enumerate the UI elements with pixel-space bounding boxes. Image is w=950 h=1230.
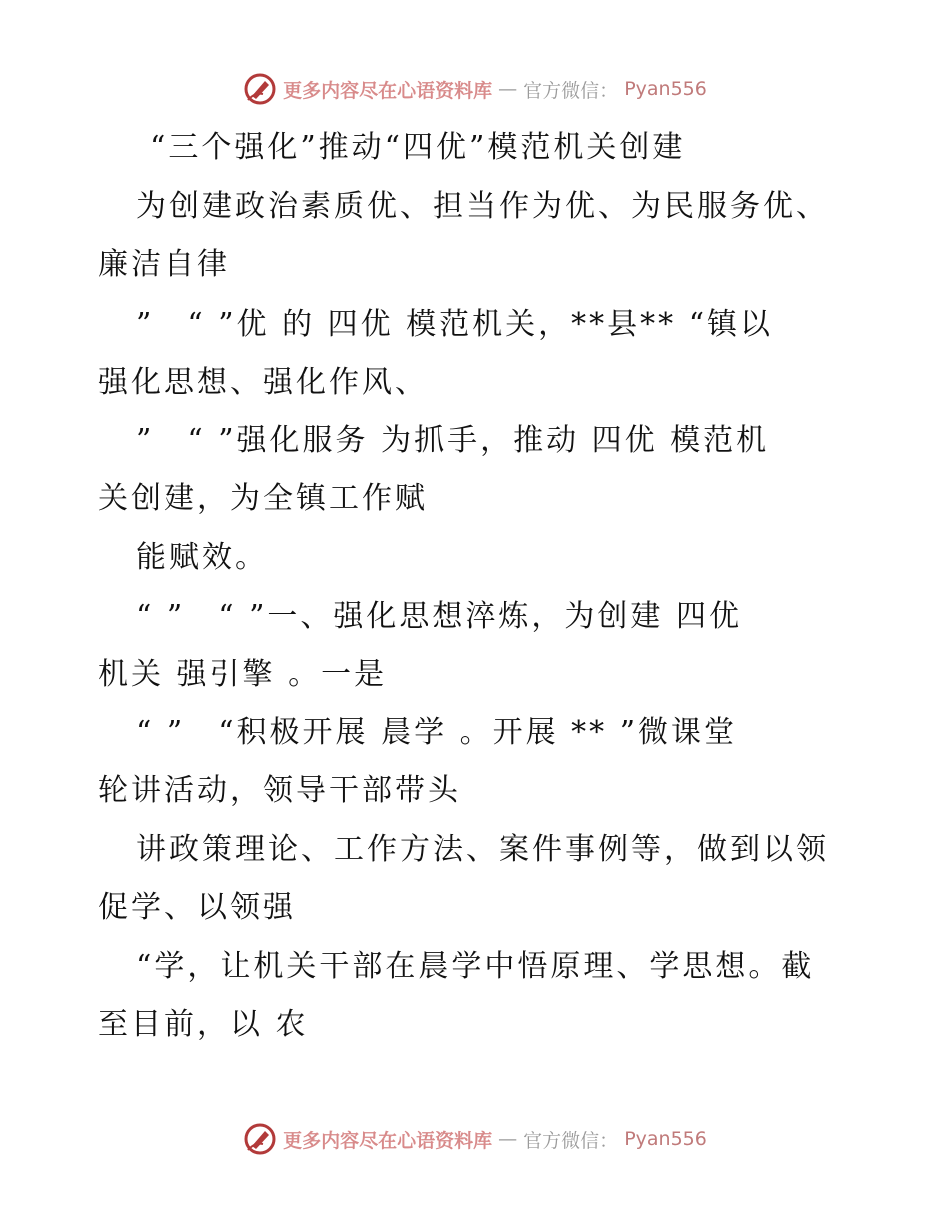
text-line: 轮讲活动，领导干部带头: [98, 773, 461, 808]
text-line: 强化思想、强化作风、: [98, 365, 428, 400]
watermark-contact-label: 官方微信：: [523, 1129, 619, 1152]
watermark-dash: —: [498, 1128, 518, 1150]
watermark-dash: —: [498, 78, 518, 100]
text-line: “ ” “积极开展 晨学 。开展 ** ”微课堂: [136, 715, 738, 750]
text-line: 廉洁自律: [98, 247, 230, 282]
brand-logo-icon: [243, 72, 277, 106]
text-line: 为创建政治素质优、担当作为优、为民服务优、: [136, 189, 829, 224]
text-line: 能赋效。: [136, 540, 268, 575]
text-line: 讲政策理论、工作方法、案件事例等，做到以领: [136, 832, 829, 867]
watermark-contact-label: 官方微信：: [523, 79, 619, 102]
text-line: ” “ ”优 的 四优 模范机关，**县** “镇以: [136, 307, 774, 342]
text-line: 机关 强引擎 。一是: [98, 657, 388, 692]
watermark-account: Pyan556: [624, 1128, 707, 1150]
brand-logo-icon: [243, 1122, 277, 1156]
text-line: 至目前，以 农: [98, 1007, 309, 1042]
watermark-brand: 更多内容尽在心语资料库: [283, 1129, 493, 1152]
document-title: “三个强化”推动“四优”模范机关创建: [150, 130, 686, 165]
text-line: ” “ ”强化服务 为抓手，推动 四优 模范机: [136, 423, 770, 458]
watermark-brand: 更多内容尽在心语资料库: [283, 79, 493, 102]
text-line: 关创建，为全镇工作赋: [98, 481, 428, 516]
text-line: “学，让机关干部在晨学中悟原理、学思想。截: [136, 949, 815, 984]
text-line: “ ” “ ”一、强化思想淬炼，为创建 四优: [136, 599, 742, 634]
watermark-header: [0, 72, 950, 106]
watermark-account: Pyan556: [624, 78, 707, 100]
watermark-footer: [0, 1122, 950, 1156]
text-line: 促学、以领强: [98, 890, 296, 925]
